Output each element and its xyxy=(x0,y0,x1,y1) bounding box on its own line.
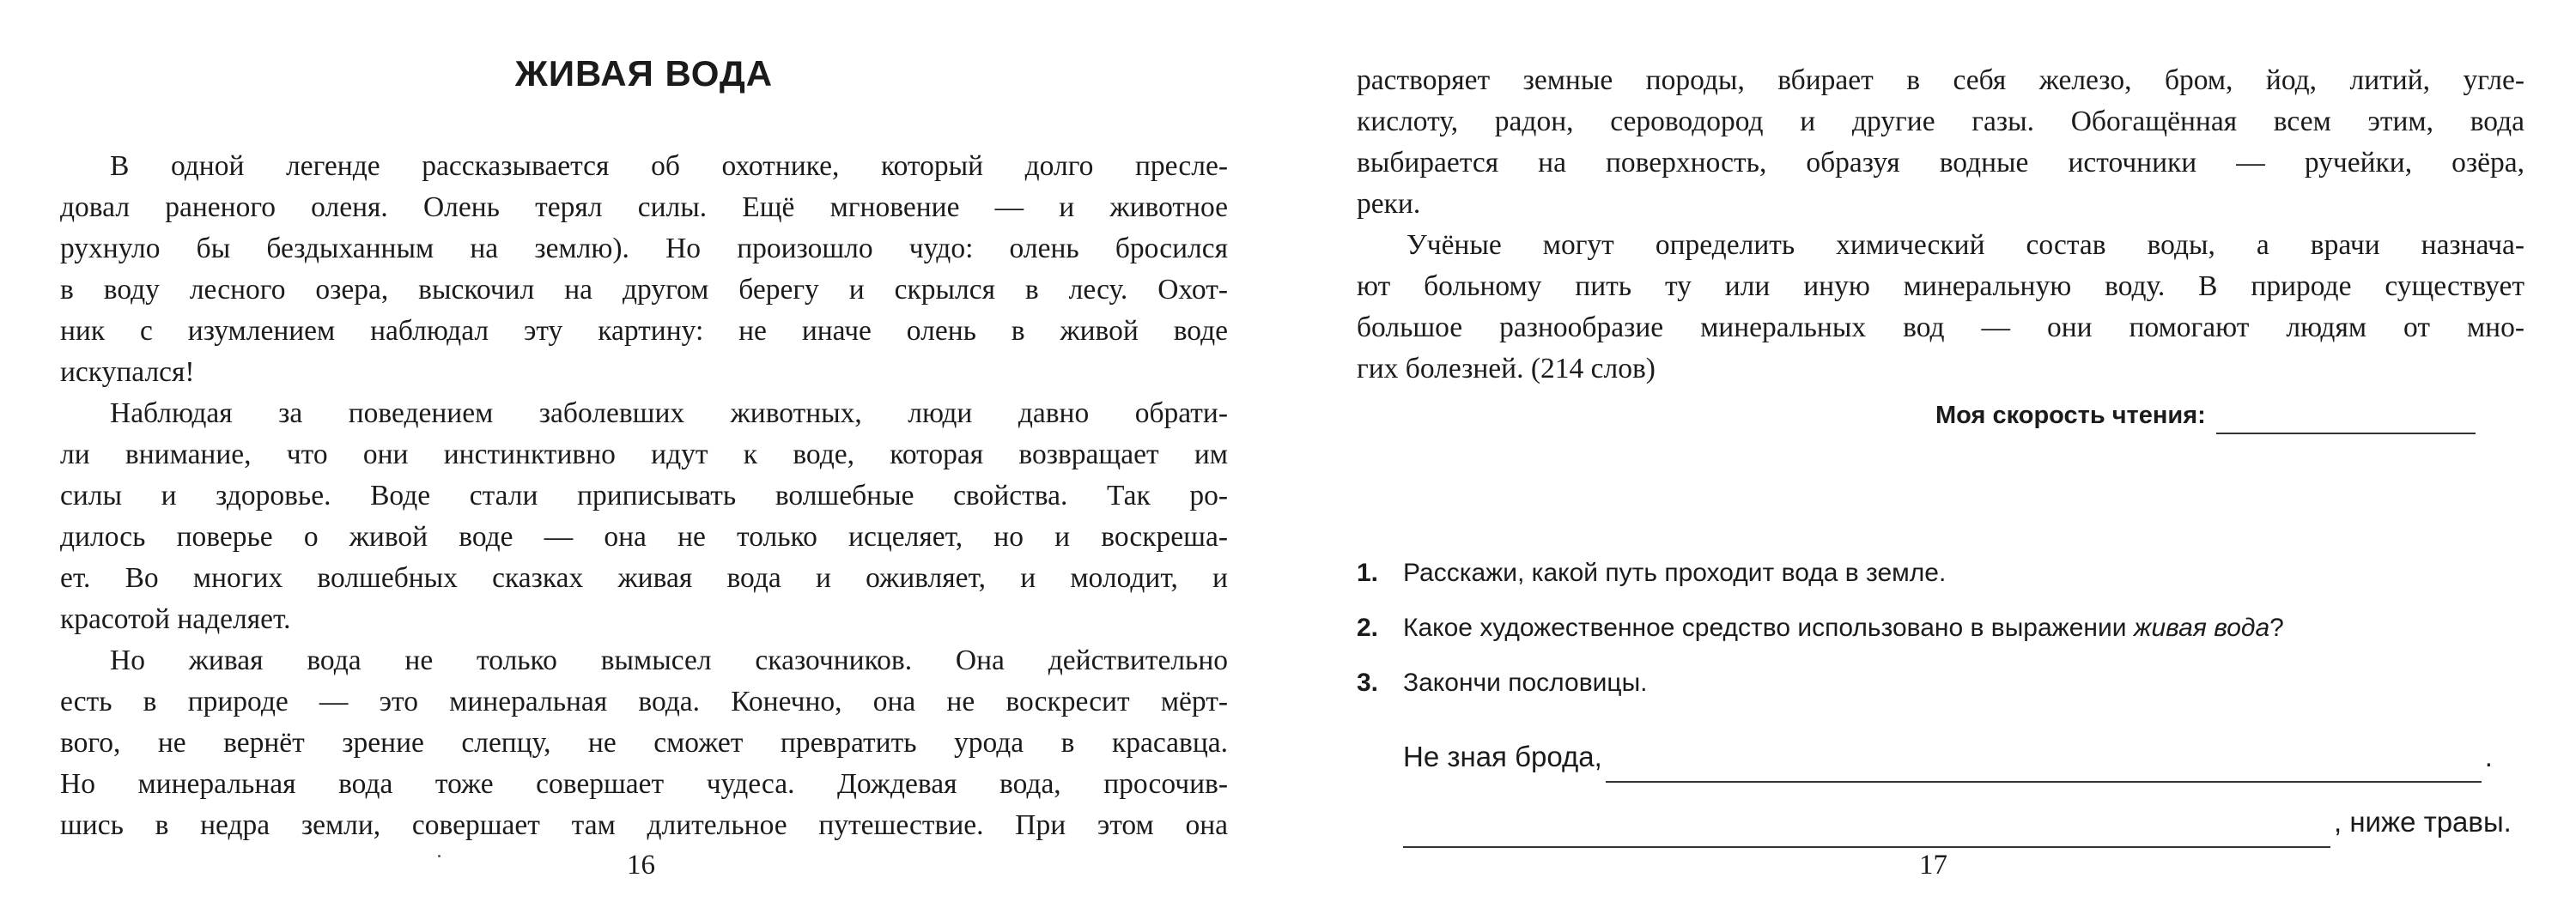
story-text-right xyxy=(1357,60,2524,390)
question-item xyxy=(1357,664,2524,719)
question-item xyxy=(1357,609,2524,664)
text-line: есть в природе — это минеральная вода. Конечно, она не воскресит мёрт- xyxy=(60,686,1228,717)
text-line: В одной легенде рассказывается об охотнике, который долго пресле- xyxy=(110,150,1228,182)
question-item xyxy=(1357,554,2524,609)
question-text: Какое художественное средство использовано в выражении xyxy=(1403,614,2134,642)
text-line: гих болезней. (214 слов) xyxy=(1357,353,1656,384)
question-text: Закончи пословицы. xyxy=(1403,669,1648,697)
text-line: Учёные могут определить химический состав воды, а врачи назнача- xyxy=(1406,229,2524,261)
text-line: большое разнообразие минеральных вод — они помогают людям от мно- xyxy=(1357,312,2524,343)
print-speck xyxy=(438,855,440,857)
text-line: реки. xyxy=(1357,188,1421,220)
text-line: шись в недра земли, совершает там длительное путешествие. При этом она xyxy=(60,809,1228,841)
question-number: 1. xyxy=(1357,559,1379,587)
text-line: ет. Во многих волшебных сказках живая вода и оживляет, и молодит, и xyxy=(60,562,1228,594)
text-line: Но минеральная вода тоже совершает чудеса. Дождевая вода, просочив- xyxy=(60,768,1228,800)
question-text: Расскажи, какой путь проходит вода в земле. xyxy=(1403,559,1947,587)
proverb-2-blank[interactable] xyxy=(1403,808,2330,848)
text-line: Но живая вода не только вымысел сказочников. Она действительно xyxy=(110,645,1228,676)
text-line: дилось поверье о живой воде — она не только исцеляет, но и воскреша- xyxy=(60,521,1228,553)
text-line: силы и здоровье. Воде стали приписывать волшебные свойства. Так ро- xyxy=(60,480,1228,512)
reading-speed-label: Моя скорость чтения: xyxy=(1935,402,2206,429)
text-line: ли внимание, что они инстинктивно идут к воде, которая возвращает им xyxy=(60,439,1228,470)
page-number-left: 16 xyxy=(627,850,655,881)
story-text-left xyxy=(60,146,1228,846)
proverb-1-end: . xyxy=(2484,741,2493,772)
questions-list xyxy=(1357,554,2524,719)
question-tail: ? xyxy=(2269,614,2284,642)
question-number: 2. xyxy=(1357,614,1379,642)
text-line: растворяет земные породы, вбирает в себя железо, бром, йод, литий, угле- xyxy=(1357,64,2524,96)
proverb-2 xyxy=(1403,796,2524,848)
text-line: Наблюдая за поведением заболевших животных, люди давно обрати- xyxy=(110,397,1228,429)
text-line: ют больному пить ту или иную минеральную воду. В природе существует xyxy=(1357,270,2524,302)
reading-speed-field xyxy=(1935,397,2524,434)
text-line: ник с изумлением наблюдал эту картину: не иначе олень в живой воде xyxy=(60,315,1228,347)
text-line: кислоту, радон, сероводород и другие газы. Обогащённая всем этим, вода xyxy=(1357,106,2524,137)
text-line: вого, не вернёт зрение слепцу, не сможет превратить урода в красавца. xyxy=(60,727,1228,759)
text-line: искупался! xyxy=(60,356,195,388)
page-number-right: 17 xyxy=(1919,850,1947,881)
question-emphasis: живая вода xyxy=(2133,614,2270,642)
text-line: рухнуло бы бездыханным на землю). Но произошло чудо: олень бросился xyxy=(60,233,1228,264)
story-title: ЖИВАЯ ВОДА xyxy=(514,53,774,94)
proverb-1-start: Не зная брода, xyxy=(1403,741,1602,772)
question-number: 3. xyxy=(1357,669,1379,697)
text-line: в воду лесного озера, выскочил на другом берегу и скрылся в лесу. Охот- xyxy=(60,274,1228,306)
proverb-1-blank[interactable] xyxy=(1606,743,2482,783)
right-page xyxy=(1288,0,2576,902)
text-line: красотой наделяет. xyxy=(60,603,291,635)
text-line: довал раненого оленя. Олень терял силы. Ещё мгновение — и животное xyxy=(60,191,1228,223)
reading-speed-blank[interactable] xyxy=(2216,407,2476,434)
proverb-1 xyxy=(1403,731,2524,783)
text-line: выбирается на поверхность, образуя водные источники — ручейки, озёра, xyxy=(1357,147,2524,179)
proverb-2-end: , ниже травы. xyxy=(2334,806,2512,838)
